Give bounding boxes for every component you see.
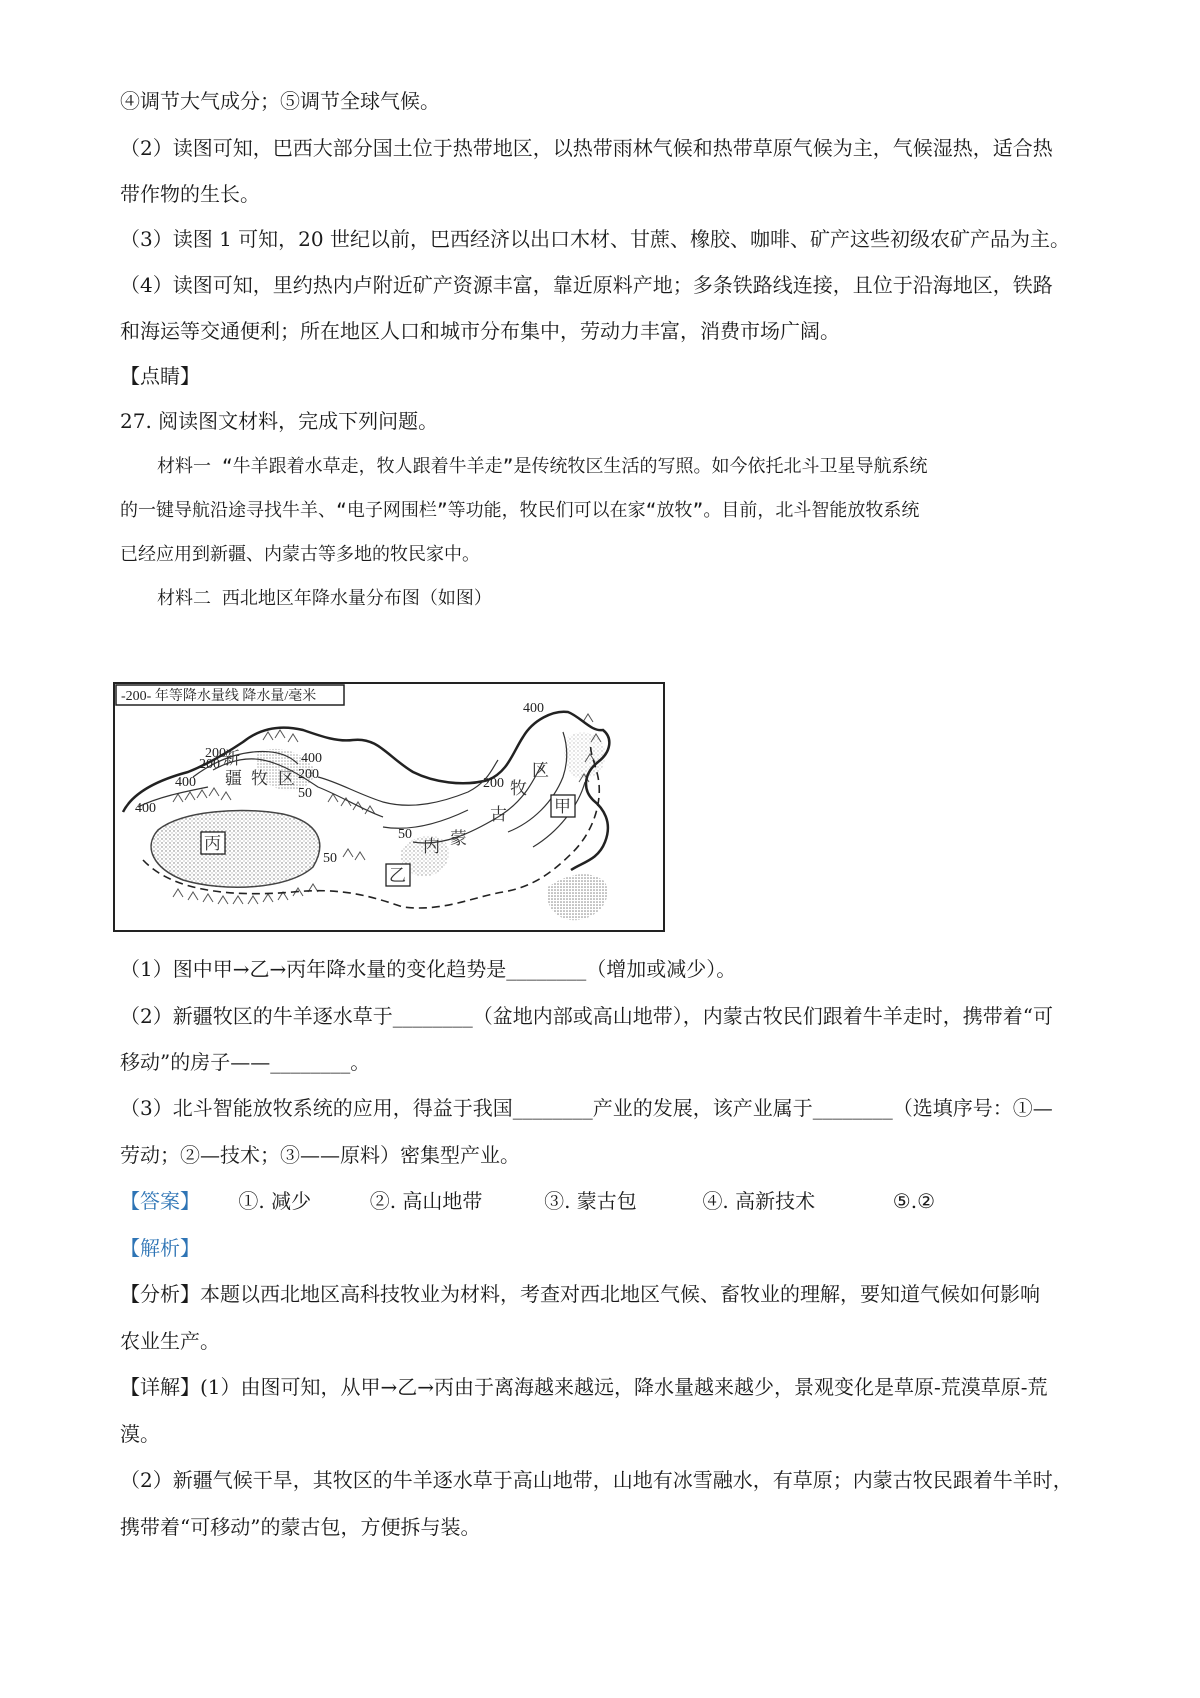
question-2: （2）新疆牧区的牛羊逐水草于________（盆地内部或高山地带），内蒙古牧民们跟着牛羊走时，携带着“可: [120, 1004, 1053, 1028]
basin-shading: [151, 811, 320, 888]
text-line: 带作物的生长。: [120, 182, 260, 206]
answer-label: 【答案】: [120, 1189, 200, 1213]
point-bing-label: 丙: [204, 834, 221, 854]
answer-item: ②. 高山地带: [369, 1189, 483, 1213]
isoline-value: 400: [301, 751, 322, 766]
region-label-neimenggu: 内: [423, 837, 440, 857]
region-label-xinjiang: 区: [278, 769, 295, 789]
answer-item: ④. 高新技术: [702, 1189, 816, 1213]
question-3: 劳动；②—技术；③——原料）密集型产业。: [120, 1143, 520, 1167]
region-label-neimenggu: 蒙: [450, 829, 467, 849]
point-yi: [386, 864, 410, 886]
isoline-value: 200: [205, 746, 226, 761]
question-title: 27. 阅读图文材料，完成下列问题。: [120, 409, 439, 433]
precipitation-map: [113, 682, 665, 932]
text-line: ④调节大气成分；⑤调节全球气候。: [120, 89, 440, 113]
point-jia: [551, 795, 575, 817]
text-line: （3）读图 1 可知，20 世纪以前，巴西经济以出口木材、甘蔗、橡胶、咖啡、矿产这些初级农矿产品为主。: [120, 227, 1070, 251]
isoline-value: 400: [135, 801, 156, 816]
point-bing: [201, 832, 225, 854]
material-two-title: 材料二 西北地区年降水量分布图（如图）: [157, 588, 492, 609]
question-2: 移动”的房子——________。: [120, 1050, 371, 1074]
question-3: （3）北斗智能放牧系统的应用，得益于我国________产业的发展，该产业属于________（选填序号：①—: [120, 1096, 1053, 1120]
comment-heading: 【点睛】: [120, 364, 200, 388]
isoline-value: 50: [323, 851, 337, 866]
precipitation-map-figure: [113, 682, 665, 932]
text-line: （2）读图可知，巴西大部分国土位于热带地区，以热带雨林气候和热带草原气候为主，气候湿热，适合热: [120, 136, 1053, 160]
region-label-mu: 牧: [510, 779, 527, 799]
detail-text: 漠。: [120, 1422, 160, 1446]
answer-item: ①. 减少: [238, 1189, 312, 1213]
answer-row: [120, 1186, 935, 1216]
isoline-value: 50: [298, 786, 312, 801]
analysis-text: 【分析】本题以西北地区高科技牧业为材料，考查对西北地区气候、畜牧业的理解，要知道气候如何影响: [120, 1282, 1040, 1306]
region-label-neimenggu: 古: [490, 805, 507, 825]
region-label-xinjiang: 牧: [251, 769, 268, 789]
region-label-xinjiang: 疆: [225, 769, 242, 789]
isoline-value: 200: [199, 757, 220, 772]
text-line: 和海运等交通便利；所在地区人口和城市分布集中，劳动力丰富，消费市场广阔。: [120, 319, 840, 343]
isoline-value: 400: [175, 775, 196, 790]
material-one-text: 材料一 “牛羊跟着水草走，牧人跟着牛羊走”是传统牧区生活的写照。如今依托北斗卫星导航系统: [157, 456, 928, 477]
isoline-value: 50: [398, 827, 412, 842]
region-label-qu: 区: [532, 761, 549, 781]
isoline-value: 400: [523, 701, 544, 716]
isoline-value: 200: [483, 776, 504, 791]
isoline-value: 200: [298, 767, 319, 782]
point-yi-label: 乙: [389, 866, 406, 886]
question-1: （1）图中甲→乙→丙年降水量的变化趋势是________（增加或减少）。: [120, 957, 737, 981]
material-one-text: 的一键导航沿途寻找牛羊、“电子网围栏”等功能，牧民们可以在家“放牧”。目前，北斗智能放牧系统: [120, 500, 920, 521]
analysis-label: 【解析】: [120, 1236, 200, 1260]
analysis-text: 农业生产。: [120, 1329, 220, 1353]
point-jia-label: 甲: [554, 797, 571, 817]
detail-text: （2）新疆气候干旱，其牧区的牛羊逐水草于高山地带，山地有冰雪融水，有草原；内蒙古牧民跟着牛羊时，: [120, 1468, 1073, 1492]
answer-item: ③. 蒙古包: [544, 1189, 637, 1213]
answer-item: ⑤.②: [892, 1189, 936, 1213]
legend-text: -200- 年等降水量线 降水量/毫米: [121, 689, 317, 704]
detail-text: 【详解】(1）由图可知，从甲→乙→丙由于离海越来越远，降水量越来越少，景观变化是草原-荒漠草原-荒: [120, 1375, 1048, 1399]
region-label-xinjiang: 新: [223, 749, 240, 769]
text-line: （4）读图可知，里约热内卢附近矿产资源丰富，靠近原料产地；多条铁路线连接，且位于沿海地区，铁路: [120, 273, 1053, 297]
material-one-text: 已经应用到新疆、内蒙古等多地的牧民家中。: [120, 544, 480, 565]
detail-text: 携带着“可移动”的蒙古包，方便拆与装。: [120, 1515, 481, 1539]
